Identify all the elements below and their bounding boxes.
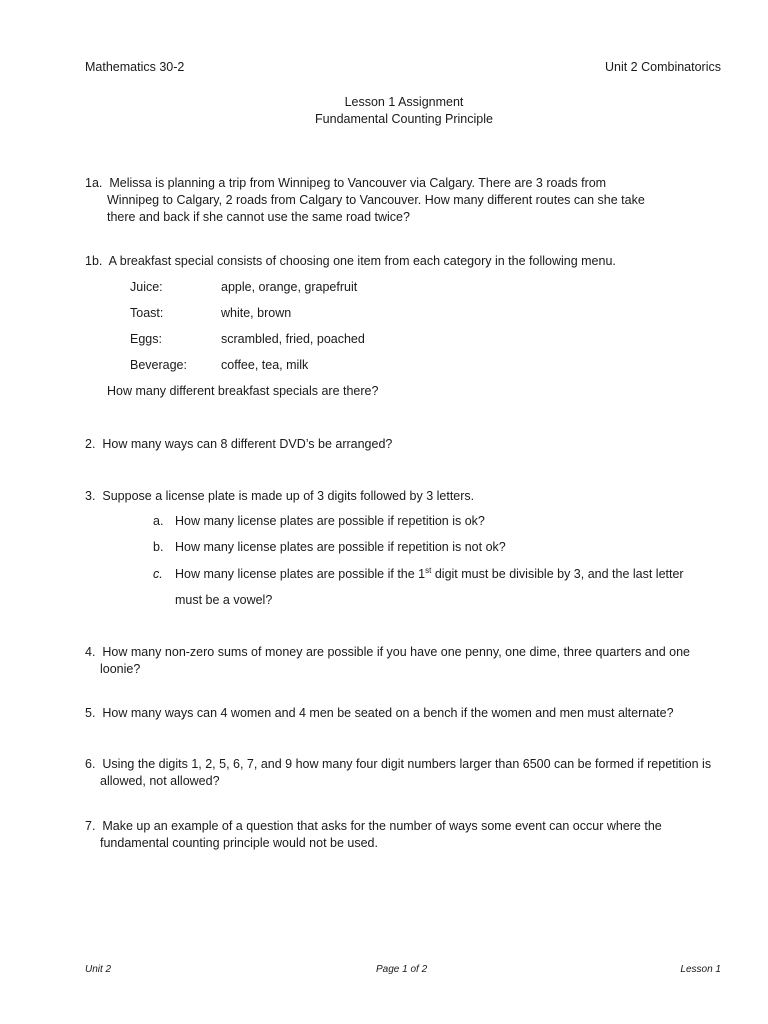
question-3c-mark: c. — [153, 567, 163, 581]
menu-label-beverage: Beverage: — [130, 358, 187, 372]
question-3b-mark: b. — [153, 540, 164, 554]
question-1b-closing: How many different breakfast specials are there? — [107, 384, 379, 398]
question-4 — [85, 644, 725, 678]
question-1a-line1: Melissa is planning a trip from Winnipeg to Vancouver via Calgary. There are 3 roads from — [109, 176, 607, 190]
question-1b-text: A breakfast special consists of choosing one item from each category in the following menu. — [108, 254, 616, 268]
question-3b-text: How many license plates are possible if repetition is not ok? — [175, 540, 506, 554]
question-3-text: Suppose a license plate is made up of 3 digits followed by 3 letters. — [102, 489, 475, 503]
question-7 — [85, 818, 725, 852]
header-unit: Unit 2 Combinatorics — [604, 60, 721, 74]
question-3c-line1 — [175, 567, 684, 581]
question-1a-line3: there and back if she cannot use the same road twice? — [107, 210, 410, 224]
question-3c-post: digit must be divisible by 3, and the last letter — [431, 567, 684, 581]
question-3 — [85, 488, 725, 505]
menu-label-juice: Juice: — [130, 280, 163, 294]
question-4-line2: loonie? — [100, 662, 141, 676]
menu-value-eggs: scrambled, fried, poached — [221, 332, 365, 346]
question-3-number: 3. — [85, 489, 96, 503]
question-2 — [85, 436, 725, 453]
menu-value-beverage: coffee, tea, milk — [221, 358, 309, 372]
question-3a-text: How many license plates are possible if repetition is ok? — [175, 514, 485, 528]
question-3c-superscript: st — [425, 565, 432, 575]
question-2-text: How many ways can 8 different DVD’s be arranged? — [102, 437, 393, 451]
menu-value-juice: apple, orange, grapefruit — [221, 280, 358, 294]
question-5-text: How many ways can 4 women and 4 men be seated on a bench if the women and men must alternate? — [102, 706, 674, 720]
question-5 — [85, 705, 725, 722]
footer-lesson: Lesson 1 — [680, 964, 721, 975]
question-2-number: 2. — [85, 437, 96, 451]
assignment-title: Lesson 1 Assignment — [344, 95, 464, 109]
assignment-subtitle: Fundamental Counting Principle — [315, 112, 493, 126]
menu-value-toast: white, brown — [221, 306, 292, 320]
question-6-line1: Using the digits 1, 2, 5, 6, 7, and 9 how many four digit numbers larger than 6500 can be formed if repetition is — [102, 757, 712, 771]
question-7-number: 7. — [85, 819, 96, 833]
question-6-number: 6. — [85, 757, 96, 771]
question-6 — [85, 756, 745, 790]
question-3c-pre: How many license plates are possible if the 1 — [175, 567, 426, 581]
footer-unit: Unit 2 — [85, 964, 112, 975]
footer-page-number: Page 1 of 2 — [376, 964, 428, 975]
question-1b — [85, 253, 725, 270]
question-1b-number: 1b. — [85, 254, 103, 268]
menu-label-toast: Toast: — [130, 306, 164, 320]
question-1a-line2: Winnipeg to Calgary, 2 roads from Calgary to Vancouver. How many different routes can she take — [107, 193, 645, 207]
question-7-line1: Make up an example of a question that asks for the number of ways some event can occur where the — [102, 819, 662, 833]
menu-label-eggs: Eggs: — [130, 332, 162, 346]
question-1a-number: 1a. — [85, 176, 103, 190]
question-4-line1: How many non-zero sums of money are possible if you have one penny, one dime, three quarters and one — [102, 645, 690, 659]
header-course: Mathematics 30-2 — [85, 60, 185, 74]
question-3c-line2: must be a vowel? — [175, 593, 273, 607]
question-4-number: 4. — [85, 645, 96, 659]
question-1a — [85, 175, 725, 226]
question-6-line2: allowed, not allowed? — [100, 774, 220, 788]
question-7-line2: fundamental counting principle would not be used. — [100, 836, 378, 850]
question-3a-mark: a. — [153, 514, 164, 528]
question-5-number: 5. — [85, 706, 96, 720]
